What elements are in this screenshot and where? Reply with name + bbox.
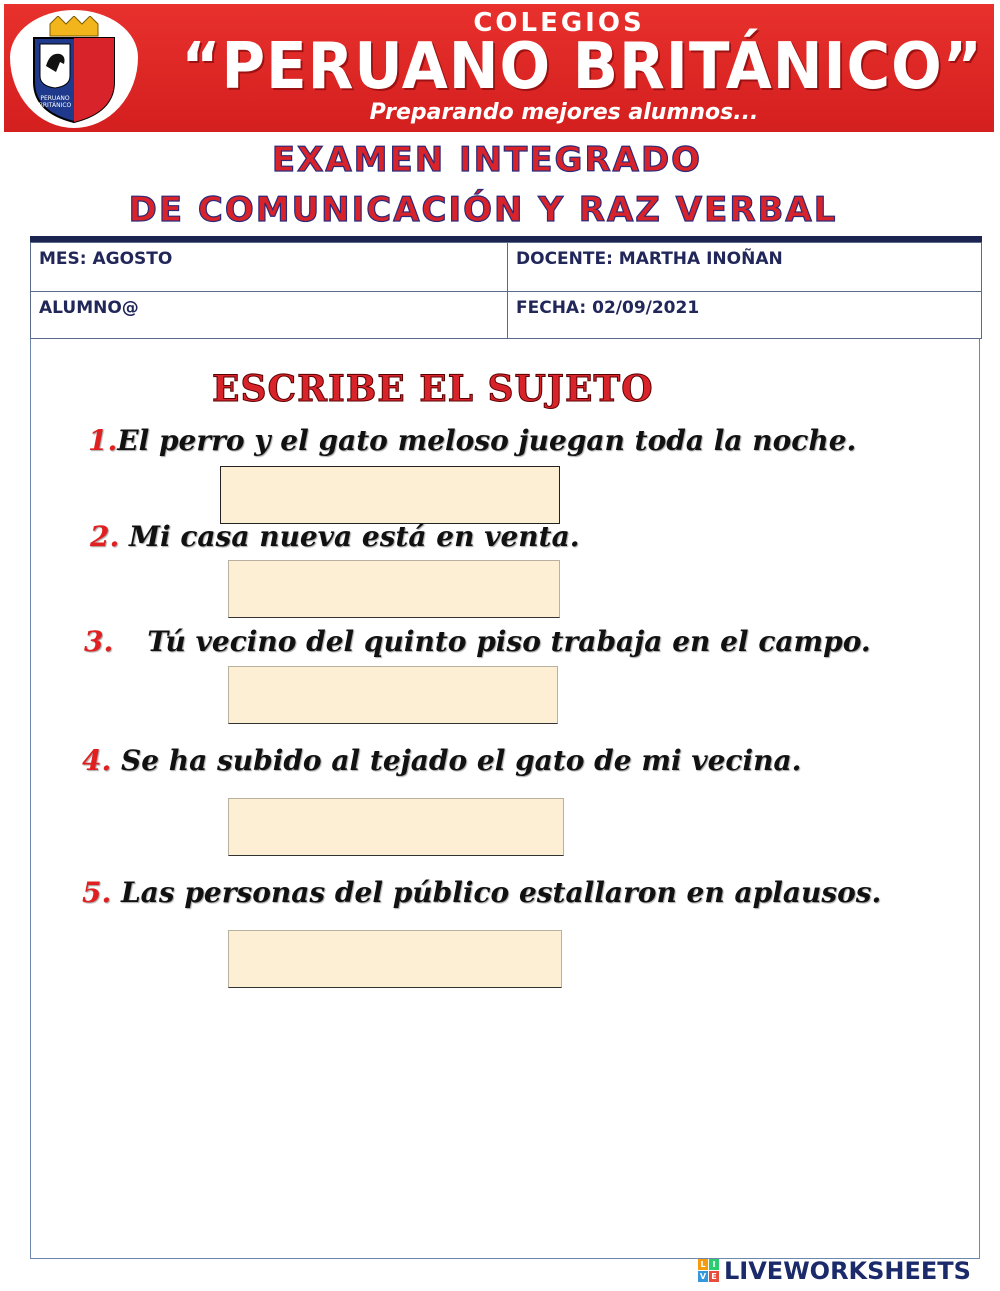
school-crest-icon (20, 16, 128, 124)
date-field: FECHA: 02/09/2021 (507, 291, 982, 339)
answer-input-1[interactable] (220, 466, 560, 524)
school-name: “PERUANO BRITÁNICO” (181, 30, 983, 104)
question-text: Tú vecino del quinto piso trabaja en el campo. (147, 625, 871, 658)
teacher-field: DOCENTE: MARTHA INOÑAN (507, 242, 982, 292)
student-field: ALUMNO@ (30, 291, 508, 339)
question-text: Las personas del público estallaron en aplausos. (111, 876, 882, 909)
question-1 (88, 424, 856, 457)
question-number: 4. (82, 744, 112, 777)
question-number: 5. (82, 876, 112, 909)
liveworksheets-logo-icon: L I V E (698, 1259, 720, 1283)
school-logo (10, 10, 138, 128)
question-2 (90, 520, 579, 553)
question-number: 2. (90, 520, 120, 553)
exam-title-line-2: DE COMUNICACIÓN Y RAZ VERBAL (128, 190, 838, 230)
svg-text:PERUANO: PERUANO (40, 95, 70, 102)
info-table (30, 236, 982, 339)
question-5 (82, 876, 881, 909)
answer-input-3[interactable] (228, 666, 558, 724)
svg-text:BRITÁNICO: BRITÁNICO (38, 102, 72, 109)
liveworksheets-label: LIVEWORKSHEETS (724, 1257, 971, 1285)
answer-input-2[interactable] (228, 560, 560, 618)
exam-title-line-1: EXAMEN INTEGRADO (271, 140, 703, 180)
question-text: El perro y el gato meloso juegan toda la noche. (117, 424, 857, 457)
month-field: MES: AGOSTO (30, 242, 508, 292)
question-text: Mi casa nueva está en venta. (119, 520, 580, 553)
liveworksheets-brand[interactable] (698, 1257, 971, 1285)
answer-input-5[interactable] (228, 930, 562, 988)
question-3 (84, 625, 871, 658)
section-heading: ESCRIBE EL SUJETO (212, 368, 654, 410)
question-number: 3. (84, 625, 114, 658)
question-4 (82, 744, 801, 777)
answer-input-4[interactable] (228, 798, 564, 856)
school-slogan: Preparando mejores alumnos... (369, 100, 759, 125)
school-kicker: COLEGIOS (473, 8, 645, 38)
question-number: 1. (88, 424, 118, 457)
question-text: Se ha subido al tejado el gato de mi vecina. (111, 744, 802, 777)
school-banner (2, 2, 996, 134)
